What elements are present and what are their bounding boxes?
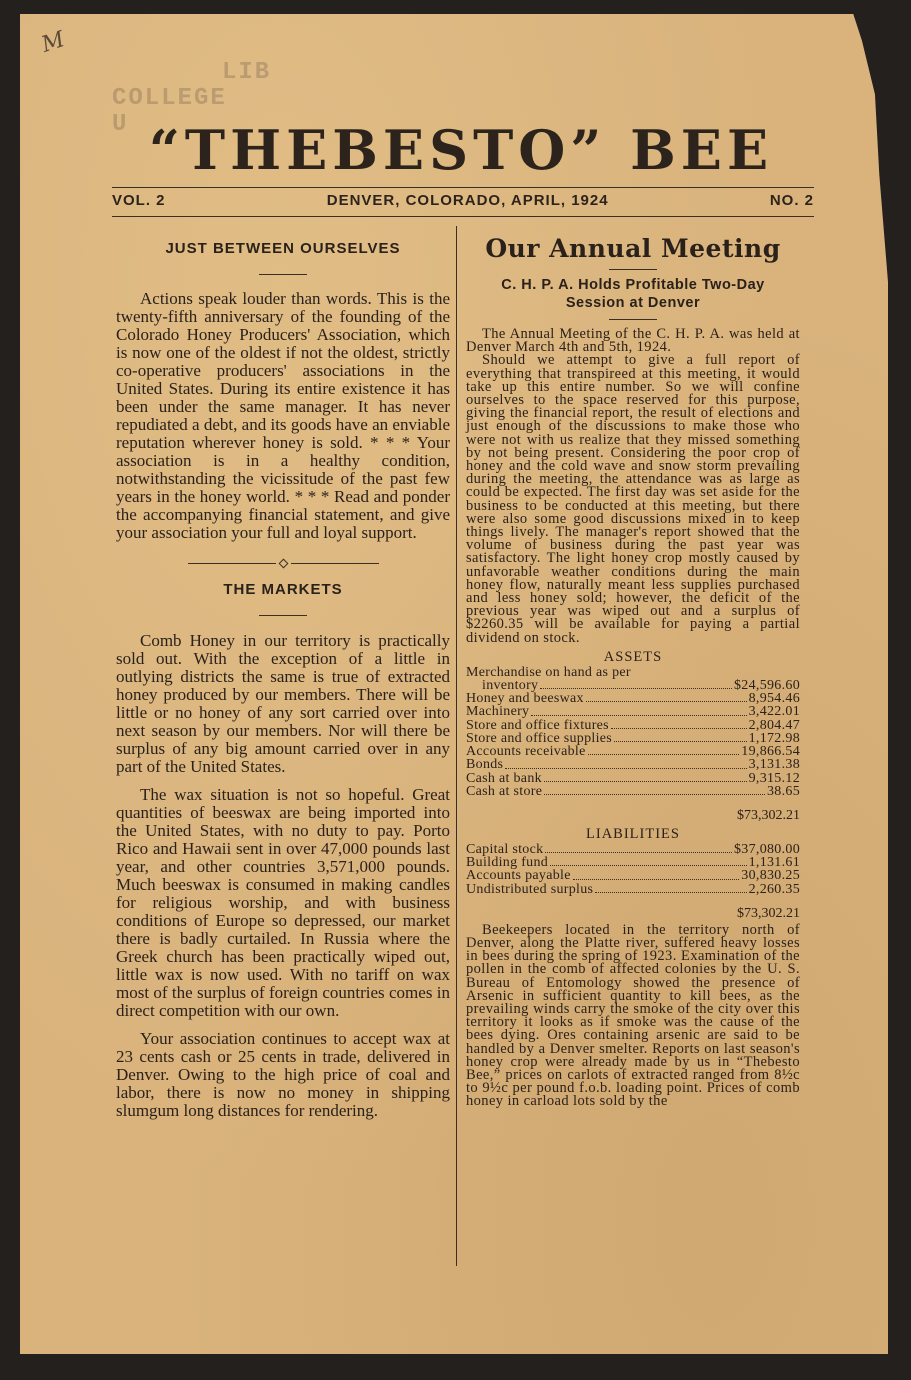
table-row: [466, 705, 800, 718]
section-heading: JUST BETWEEN OURSELVES: [165, 240, 401, 257]
stamp-line: U: [112, 111, 129, 138]
row-label: Machinery: [466, 704, 530, 720]
place-date: DENVER, COLORADO, APRIL, 1924: [326, 192, 609, 209]
leader-dots: [573, 869, 740, 879]
section-ornament: [116, 560, 450, 567]
row-label: Cash at bank: [466, 770, 542, 786]
row-label: Cash at store: [466, 783, 543, 799]
stamp-line: LIB: [222, 59, 272, 86]
leader-dots: [595, 883, 746, 893]
leader-dots: [550, 856, 747, 866]
right-column: [466, 234, 800, 1109]
row-label: Capital stock: [466, 841, 544, 857]
table-row: [466, 758, 800, 771]
row-amount: 38.65: [767, 783, 800, 799]
liabilities-total: $73,302.21: [737, 905, 800, 921]
article-heading: Our Annual Meeting: [485, 234, 781, 263]
row-label: Store and office supplies: [466, 730, 613, 746]
markets-paragraph: The wax situation is not so hopeful. Great quantities of beeswax are being imported into the United States, with no duty to pay. Porto Rico and Hawaii sent in over 47,000 pounds last year, and other countries 3,571,000 pounds. Much beeswax is consumed in making candles for religious worship, and with business conditions of Europe so depressed, our market there is badly curtailed. In Russia where the Greek church has been practically wiped out, little wax is now used. With no tariff on wax most of the surplus of foreign countries comes in direct competition with our own.: [116, 785, 450, 1020]
row-amount: 9,315.12: [748, 770, 800, 786]
masthead-rule-top: [112, 187, 814, 188]
row-label: Undistributed surplus: [466, 881, 594, 897]
row-label: Store and office fixtures: [466, 717, 609, 733]
editorial-paragraph: Actions speak louder than words. This is the twenty-fifth anniversary of the founding of the Colorado Honey Producers' Association, which is now one of the oldest if not the oldest, strictly co-operative producers' associations in the United States. During its entire existence it has been under the same manager. It has never repudiated a debt, and its goods have an enviable reputation wherever honey is sold. * * * Your association is in a healthy condition, notwithstanding the vicissitude of the past few years in the honey world. * * * Read and ponder the accompanying financial statement, and give your association your full and loyal support.: [116, 289, 450, 542]
row-amount: 19,866.54: [741, 744, 800, 760]
heading-rule: [259, 274, 307, 275]
liabilities-table: [466, 843, 800, 896]
ornament-line: [291, 563, 379, 564]
row-amount: $24,596.60: [734, 678, 800, 694]
leader-dots: [545, 843, 732, 853]
leader-dots: [586, 692, 747, 702]
row-label: Accounts receivable: [466, 744, 586, 760]
leader-dots: [544, 772, 747, 782]
row-label: Bonds: [466, 757, 504, 773]
row-label: Honey and beeswax: [466, 691, 584, 707]
section-heading: THE MARKETS: [223, 581, 343, 598]
row-amount: 1,131.61: [748, 855, 800, 871]
row-amount: 3,422.01: [748, 704, 800, 720]
markets-paragraph: Comb Honey in our territory is practically sold out. With the exception of a little in outlying districts the same is true of extracted honey produced by our members. There will be little or no honey of any sort carried over into next season by our members. Nor will there be surplus of any big amount carried over in any part of the United States.: [116, 631, 450, 776]
issue-number: NO. 2: [769, 192, 814, 209]
table-row: [466, 785, 800, 798]
assets-total: $73,302.21: [737, 807, 800, 823]
row-amount: $37,080.00: [734, 841, 800, 857]
row-label: Accounts payable: [466, 868, 571, 884]
leader-dots: [588, 745, 740, 755]
table-row: [466, 883, 800, 896]
heading-rule: [259, 615, 307, 616]
row-amount: 30,830.25: [741, 868, 800, 884]
leader-dots: [614, 732, 747, 742]
article-subheading: C. H. P. A. Holds Profitable Two-Day Session at Denver: [501, 277, 765, 311]
assets-title: ASSETS: [603, 648, 663, 665]
leader-dots: [531, 705, 746, 715]
row-label: Building fund: [466, 855, 549, 871]
handwritten-initial: M: [38, 27, 68, 58]
ornament-diamond: [278, 559, 288, 569]
row-amount: 2,804.47: [748, 717, 800, 733]
table-row: [466, 869, 800, 882]
assets-intro-label: Merchandise on hand as per: [466, 664, 631, 680]
masthead-title: “THEBESTO” BEE: [148, 118, 774, 182]
article-paragraph: Beekeepers located in the territory north of Denver, along the Platte river, suffered heavy losses in bees during the spring of 1923. Examination of the pollen in the comb of affected colonies by the U. S. Bureau of Entomology showed the presence of Arsenic in sufficient quantity to kill bees, as the prevailing winds carry the smoke of the city over this territory it looks as if smoke was the cause of the bees dying. Ores containing arsenic are said to be handled by a Denver smelter. Reports on last season's honey crop were already made by us in “Thebesto Bee,” prices on carlots of extracted ranged from 8½c to 9½c per pound f.o.b. loading point. Prices of comb honey in carload lots sold by the: [466, 921, 800, 1110]
table-row: [466, 719, 800, 732]
row-amount: 1,172.98: [748, 730, 800, 746]
table-row: [466, 772, 800, 785]
article-paragraph: Should we attempt to give a full report of everything that transpireed at this meeting, it would take up this entire number. So we will confine ourselves to the space reserved for this purpose, giving the financial report, the result of elections and just enough of the discussions to make those who were not with us realize that they missed something by not being present. Considering the poor crop of honey and the cold wave and snow storm prevailing during the meeting, the attendance was as large as could be expected. The first day was set aside for the business to be conducted at this meeting, but there were also some good discussions mixed in to keep things lively. The manager's report showed that the volume of business during the past year was satisfactory. The light honey crop mostly caused by unfavorable weather conditions during the main honey flow, naturally meant less supplies purchased and less honey sold; however, the deficit of the previous year was wiped out and a surplus of $2260.35 will be available for paying a partial dividend on stock.: [466, 352, 800, 646]
liabilities-title: LIABILITIES: [586, 825, 680, 842]
row-label: inventory: [482, 678, 539, 694]
article-paragraph: The Annual Meeting of the C. H. P. A. was held at Denver March 4th and 5th, 1924.: [466, 326, 800, 356]
masthead-rule-bottom: [112, 216, 814, 217]
column-divider: [456, 226, 457, 1266]
markets-paragraph: Your association continues to accept wax at 23 cents cash or 25 cents in trade, delivered in Denver. Owing to the high price of coal and labor, there is now no money in shipping slumgum long distances for rendering.: [116, 1029, 450, 1120]
left-column: [116, 240, 450, 1120]
leader-dots: [544, 785, 765, 795]
dateline: [112, 192, 814, 209]
heading-rule: [609, 269, 657, 270]
heading-rule: [609, 319, 657, 320]
leader-dots: [505, 758, 746, 768]
assets-table: [466, 679, 800, 798]
stamp-line: COLLEGE: [112, 85, 227, 112]
row-amount: 3,131.38: [748, 757, 800, 773]
leader-dots: [540, 679, 732, 689]
ornament-line: [188, 563, 276, 564]
row-amount: 2,260.35: [748, 881, 800, 897]
volume-label: VOL. 2: [112, 192, 166, 209]
leader-dots: [611, 719, 747, 729]
row-amount: 8,954.46: [748, 691, 800, 707]
